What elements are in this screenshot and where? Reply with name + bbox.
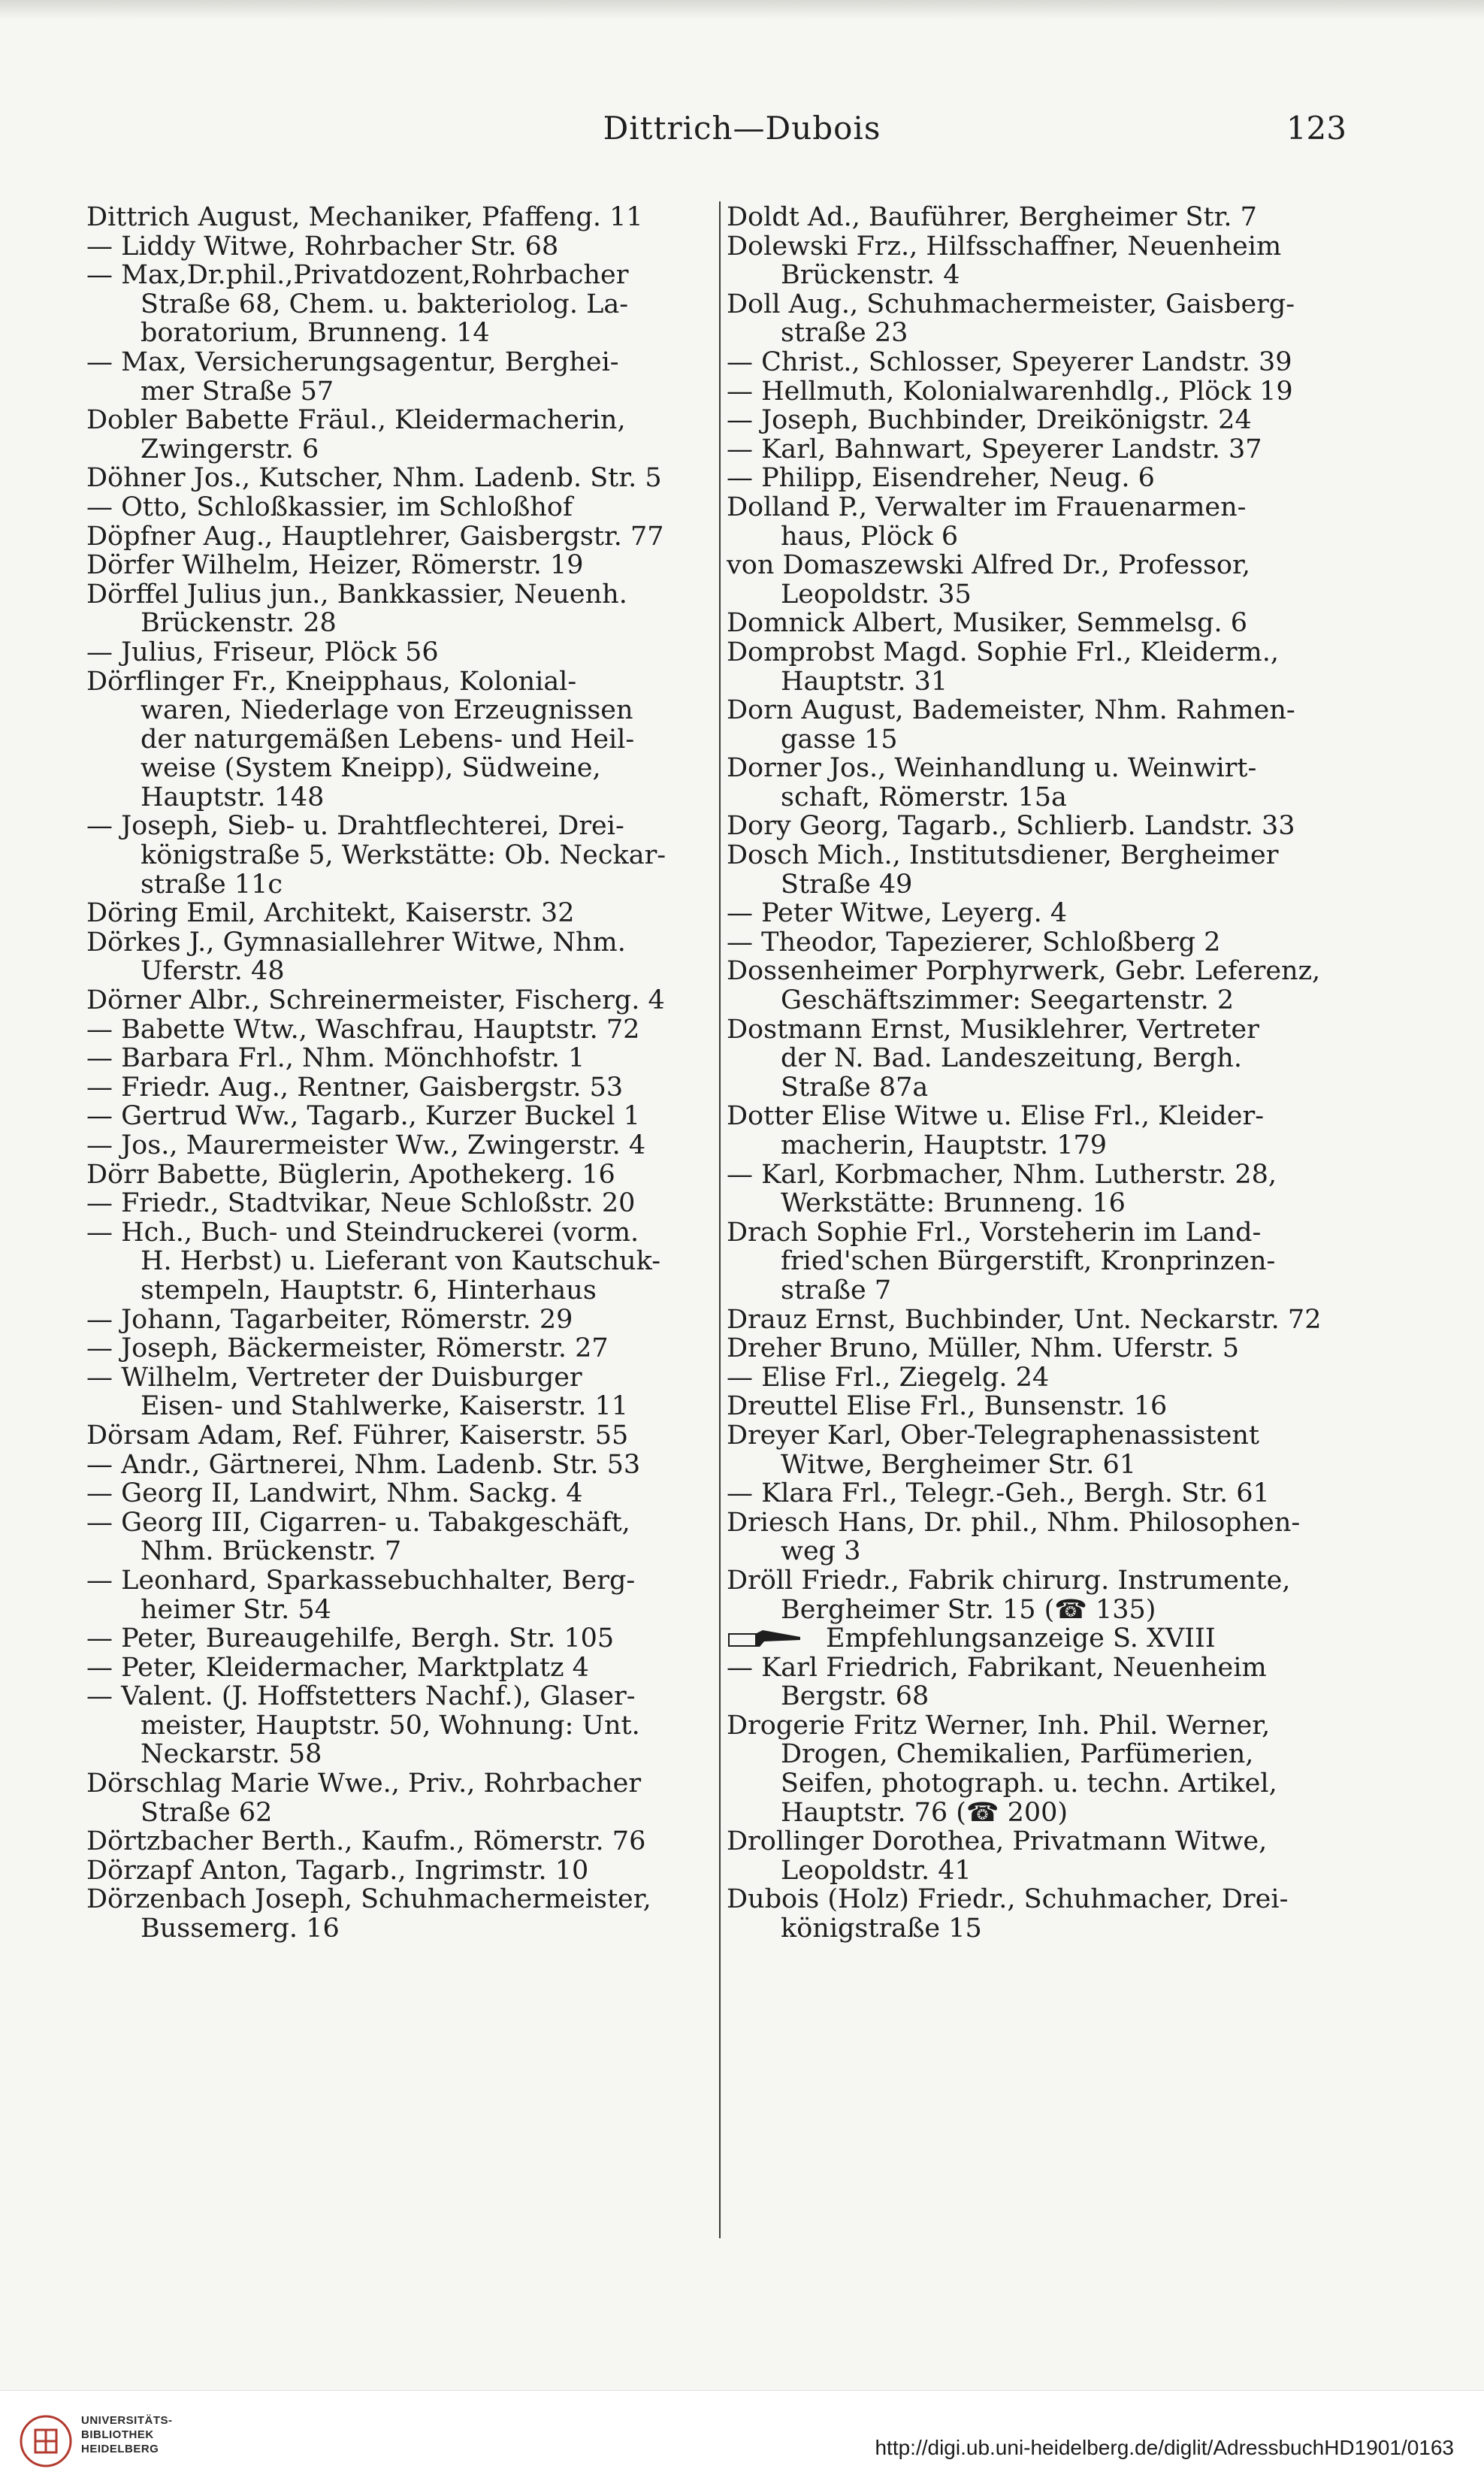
directory-entry-line: Dittrich August, Mechaniker, Pfaffeng. 11 [86, 203, 643, 232]
directory-entry-line: Döring Emil, Architekt, Kaiserstr. 32 [86, 899, 575, 928]
directory-entry-line: Dörflinger Fr., Kneipphaus, Kolonial- [86, 667, 577, 697]
entry-continuation-line: heimer Str. 54 [141, 1595, 331, 1625]
directory-entry-line: Dröll Friedr., Fabrik chirurg. Instrumente, [727, 1566, 1291, 1596]
entry-continuation-line: Bergheimer Str. 15 (☎ 135) [781, 1595, 1156, 1625]
directory-entry-line: — Gertrud Ww., Tagarb., Kurzer Buckel 1 [86, 1102, 640, 1131]
entry-continuation-line: Straße 87a [781, 1073, 929, 1103]
directory-entry-line: — Johann, Tagarbeiter, Römerstr. 29 [86, 1305, 573, 1335]
directory-entry-line: Dörzenbach Joseph, Schuhmachermeister, [86, 1885, 651, 1915]
directory-entry-line: — Jos., Maurermeister Ww., Zwingerstr. 4 [86, 1131, 646, 1160]
directory-entry-line: Dorn August, Bademeister, Nhm. Rahmen- [727, 696, 1295, 725]
directory-entry-line: — Joseph, Buchbinder, Dreikönigstr. 24 [727, 406, 1252, 435]
advertisement-reference: Empfehlungsanzeige S. XVIII [826, 1624, 1216, 1653]
directory-entry-line: — Julius, Friseur, Plöck 56 [86, 637, 439, 667]
page-title: Dittrich—Dubois [603, 110, 881, 147]
entry-continuation-line: fried'schen Bürgerstift, Kronprinzen- [781, 1247, 1276, 1276]
entry-continuation-line: Hauptstr. 76 (☎ 200) [781, 1798, 1068, 1828]
directory-entry-line: Dreuttel Elise Frl., Bunsenstr. 16 [727, 1392, 1168, 1421]
directory-entry-line: Drach Sophie Frl., Vorsteherin im Land- [727, 1218, 1262, 1248]
entry-continuation-line: macherin, Hauptstr. 179 [781, 1131, 1107, 1160]
directory-entry-line: — Andr., Gärtnerei, Nhm. Ladenb. Str. 53 [86, 1450, 641, 1480]
entry-continuation-line: boratorium, Brunneng. 14 [141, 319, 490, 348]
directory-entry-line: — Karl Friedrich, Fabrikant, Neuenheim [727, 1653, 1267, 1683]
directory-entry-line: — Karl, Bahnwart, Speyerer Landstr. 37 [727, 434, 1262, 464]
logo-line: HEIDELBERG [81, 2443, 159, 2455]
entry-continuation-line: königstraße 15 [781, 1914, 982, 1944]
directory-entry-line: Dreyer Karl, Ober-Telegraphenassistent [727, 1420, 1259, 1451]
directory-entry-line: Driesch Hans, Dr. phil., Nhm. Philosophen- [727, 1508, 1301, 1538]
directory-entry-line: Dolland P., Verwalter im Frauenarmen- [727, 492, 1247, 522]
directory-entry-line: — Babette Wtw., Waschfrau, Hauptstr. 72 [86, 1015, 640, 1045]
directory-entry-line: Domprobst Magd. Sophie Frl., Kleiderm., [727, 637, 1279, 667]
directory-entry-line: Dory Georg, Tagarb., Schlierb. Landstr. 33 [727, 812, 1295, 842]
entry-continuation-line: Neckarstr. 58 [141, 1740, 322, 1770]
entry-continuation-line: königstraße 5, Werkstätte: Ob. Neckar- [141, 841, 666, 870]
entry-continuation-line: Brückenstr. 28 [141, 609, 337, 638]
entry-continuation-line: Nhm. Brückenstr. 7 [141, 1537, 402, 1566]
entry-continuation-line: Leopoldstr. 41 [781, 1856, 972, 1886]
directory-entry-line: — Hellmuth, Kolonialwarenhdlg., Plöck 19 [727, 377, 1293, 407]
entry-continuation-line: Hauptstr. 31 [781, 667, 948, 697]
entry-continuation-line: Werkstätte: Brunneng. 16 [781, 1189, 1126, 1218]
directory-entry-line: — Liddy Witwe, Rohrbacher Str. 68 [86, 231, 559, 262]
entry-continuation-line: Leopoldstr. 35 [781, 579, 972, 610]
column-divider [719, 201, 721, 2238]
entry-continuation-line: mer Straße 57 [141, 377, 334, 407]
entry-continuation-line: straße 7 [781, 1275, 892, 1306]
directory-entry-line: — Theodor, Tapezierer, Schloßberg 2 [727, 927, 1221, 958]
entry-continuation-line: Hauptstr. 148 [141, 782, 325, 812]
directory-entry-line: Dörkes J., Gymnasiallehrer Witwe, Nhm. [86, 927, 626, 958]
directory-entry-line: — Valent. (J. Hoffstetters Nachf.), Glaser- [86, 1682, 636, 1711]
directory-entry-line: — Karl, Korbmacher, Nhm. Lutherstr. 28, [727, 1160, 1277, 1190]
directory-entry-line: Drogerie Fritz Werner, Inh. Phil. Werner, [727, 1711, 1271, 1741]
entry-continuation-line: gasse 15 [781, 725, 898, 755]
directory-entry-line: Dörtzbacher Berth., Kaufm., Römerstr. 76 [86, 1827, 646, 1856]
entry-continuation-line: der N. Bad. Landeszeitung, Bergh. [781, 1044, 1242, 1073]
left-column [86, 203, 710, 1944]
directory-entry-line: Dörffel Julius jun., Bankkassier, Neuenh. [86, 579, 627, 610]
directory-entry-line: — Friedr., Stadtvikar, Neue Schloßstr. 20 [86, 1189, 636, 1218]
directory-entry-line: — Georg II, Landwirt, Nhm. Sackg. 4 [86, 1479, 583, 1508]
directory-entry-line: — Philipp, Eisendreher, Neug. 6 [727, 464, 1155, 493]
directory-entry-line: — Friedr. Aug., Rentner, Gaisbergstr. 53 [86, 1073, 624, 1103]
directory-entry-line: — Elise Frl., Ziegelg. 24 [727, 1363, 1050, 1393]
directory-entry-line [727, 1624, 1350, 1653]
library-logo-text [81, 2413, 173, 2456]
directory-entry-line: Dotter Elise Witwe u. Elise Frl., Kleider- [727, 1102, 1265, 1131]
directory-entry-line: — Peter, Bureaugehilfe, Bergh. Str. 105 [86, 1624, 615, 1653]
directory-entry-line: — Max,Dr.phil.,Privatdozent,Rohrbacher [86, 261, 629, 290]
directory-entry-line: von Domaszewski Alfred Dr., Professor, [727, 551, 1251, 580]
logo-line: BIBLIOTHEK [81, 2428, 154, 2441]
directory-entry-line: Dörzapf Anton, Tagarb., Ingrimstr. 10 [86, 1856, 589, 1886]
entry-continuation-line: weg 3 [781, 1537, 861, 1566]
directory-entry-line: Dubois (Holz) Friedr., Schuhmacher, Drei- [727, 1885, 1289, 1915]
directory-entry-line: Doll Aug., Schuhmachermeister, Gaisberg- [727, 289, 1295, 319]
entry-continuation-line: stempeln, Hauptstr. 6, Hinterhaus [141, 1275, 597, 1306]
directory-entry-line: Dosch Mich., Institutsdiener, Bergheimer [727, 841, 1279, 870]
entry-continuation-line: H. Herbst) u. Lieferant von Kautschuk- [141, 1247, 661, 1276]
directory-entry-line: — Christ., Schlosser, Speyerer Landstr. 39 [727, 347, 1292, 377]
entry-continuation-line: Straße 49 [781, 870, 913, 900]
entry-continuation-line: Drogen, Chemikalien, Parfümerien, [781, 1740, 1254, 1770]
directory-entry-line: Dobler Babette Fräul., Kleidermacherin, [86, 406, 626, 435]
directory-entry-line: — Joseph, Sieb- u. Drahtflechterei, Drei- [86, 812, 624, 842]
directory-entry-line: Dörfer Wilhelm, Heizer, Römerstr. 19 [86, 551, 584, 580]
directory-entry-line: Dörner Albr., Schreinermeister, Fischerg. 4 [86, 986, 665, 1015]
entry-continuation-line: meister, Hauptstr. 50, Wohnung: Unt. [141, 1711, 640, 1741]
directory-entry-line: Dostmann Ernst, Musiklehrer, Vertreter [727, 1015, 1259, 1045]
directory-entry-line: Döpfner Aug., Hauptlehrer, Gaisbergstr. 77 [86, 522, 664, 552]
directory-entry-line: Dörr Babette, Büglerin, Apothekerg. 16 [86, 1160, 615, 1190]
entry-continuation-line: weise (System Kneipp), Südweine, [141, 754, 601, 783]
directory-entry-line: — Hch., Buch- und Steindruckerei (vorm. [86, 1218, 639, 1248]
logo-line: UNIVERSITÄTS- [81, 2414, 173, 2427]
entry-continuation-line: der naturgemäßen Lebens- und Heil- [141, 725, 635, 755]
directory-entry-line: Domnick Albert, Musiker, Semmelsg. 6 [727, 609, 1248, 638]
directory-entry-line: — Otto, Schloßkassier, im Schloßhof [86, 492, 573, 522]
entry-continuation-line: waren, Niederlage von Erzeugnissen [141, 696, 633, 725]
source-url-link[interactable]: http://digi.ub.uni-heidelberg.de/diglit/AdressbuchHD1901/0163 [875, 2436, 1454, 2459]
directory-entry-line: Dorner Jos., Weinhandlung u. Weinwirt- [727, 754, 1257, 783]
directory-entry-line: Dolewski Frz., Hilfsschaffner, Neuenheim [727, 231, 1282, 262]
entry-continuation-line: Uferstr. 48 [141, 957, 285, 987]
directory-entry-line: Drauz Ernst, Buchbinder, Unt. Neckarstr. 72 [727, 1305, 1322, 1335]
directory-entry-line: — Peter Witwe, Leyerg. 4 [727, 899, 1068, 928]
entry-continuation-line: Bergstr. 68 [781, 1682, 929, 1711]
directory-entry-line: — Wilhelm, Vertreter der Duisburger [86, 1363, 582, 1393]
pointing-hand-icon [727, 1627, 809, 1650]
directory-entry-line: Drollinger Dorothea, Privatmann Witwe, [727, 1827, 1268, 1856]
entry-continuation-line: Brückenstr. 4 [781, 261, 960, 290]
directory-entry-line: Dörschlag Marie Wwe., Priv., Rohrbacher [86, 1769, 642, 1799]
entry-continuation-line: Witwe, Bergheimer Str. 61 [781, 1450, 1137, 1480]
entry-continuation-line: schaft, Römerstr. 15a [781, 782, 1067, 812]
directory-entry-line: — Barbara Frl., Nhm. Mönchhofstr. 1 [86, 1044, 585, 1073]
directory-entry-line: Dossenheimer Porphyrwerk, Gebr. Leferenz, [727, 957, 1321, 987]
directory-entry-line: Doldt Ad., Bauführer, Bergheimer Str. 7 [727, 203, 1257, 232]
directory-entry-line: Dörsam Adam, Ref. Führer, Kaiserstr. 55 [86, 1420, 629, 1451]
entry-continuation-line: Eisen- und Stahlwerke, Kaiserstr. 11 [141, 1392, 629, 1421]
footer-bar [0, 2390, 1484, 2490]
page-number: 123 [1286, 110, 1346, 147]
entry-continuation-line: straße 23 [781, 319, 908, 348]
directory-entry-line: — Peter, Kleidermacher, Marktplatz 4 [86, 1653, 589, 1683]
directory-entry-line: Döhner Jos., Kutscher, Nhm. Ladenb. Str. 5 [86, 464, 662, 493]
entry-continuation-line: straße 11c [141, 870, 283, 900]
directory-entry-line: — Klara Frl., Telegr.-Geh., Bergh. Str. 61 [727, 1479, 1270, 1508]
entry-continuation-line: haus, Plöck 6 [781, 522, 959, 552]
directory-entry-line: Dreher Bruno, Müller, Nhm. Uferstr. 5 [727, 1334, 1240, 1363]
entry-continuation-line: Geschäftszimmer: Seegartenstr. 2 [781, 986, 1235, 1015]
directory-entry-line: — Leonhard, Sparkassebuchhalter, Berg- [86, 1566, 636, 1596]
entry-continuation-line: Bussemerg. 16 [141, 1914, 340, 1944]
directory-entry-line: — Georg III, Cigarren- u. Tabakgeschäft, [86, 1508, 630, 1538]
right-column [727, 203, 1350, 1944]
entry-continuation-line: Straße 68, Chem. u. bakteriolog. La- [141, 289, 629, 319]
entry-continuation-line: Zwingerstr. 6 [141, 434, 319, 464]
entry-continuation-line: Seifen, photograph. u. techn. Artikel, [781, 1769, 1277, 1799]
entry-continuation-line: Straße 62 [141, 1798, 273, 1828]
directory-entry-line: — Joseph, Bäckermeister, Römerstr. 27 [86, 1334, 609, 1363]
library-logo-icon [20, 2415, 72, 2467]
directory-entry-line: — Max, Versicherungsagentur, Berghei- [86, 347, 619, 377]
